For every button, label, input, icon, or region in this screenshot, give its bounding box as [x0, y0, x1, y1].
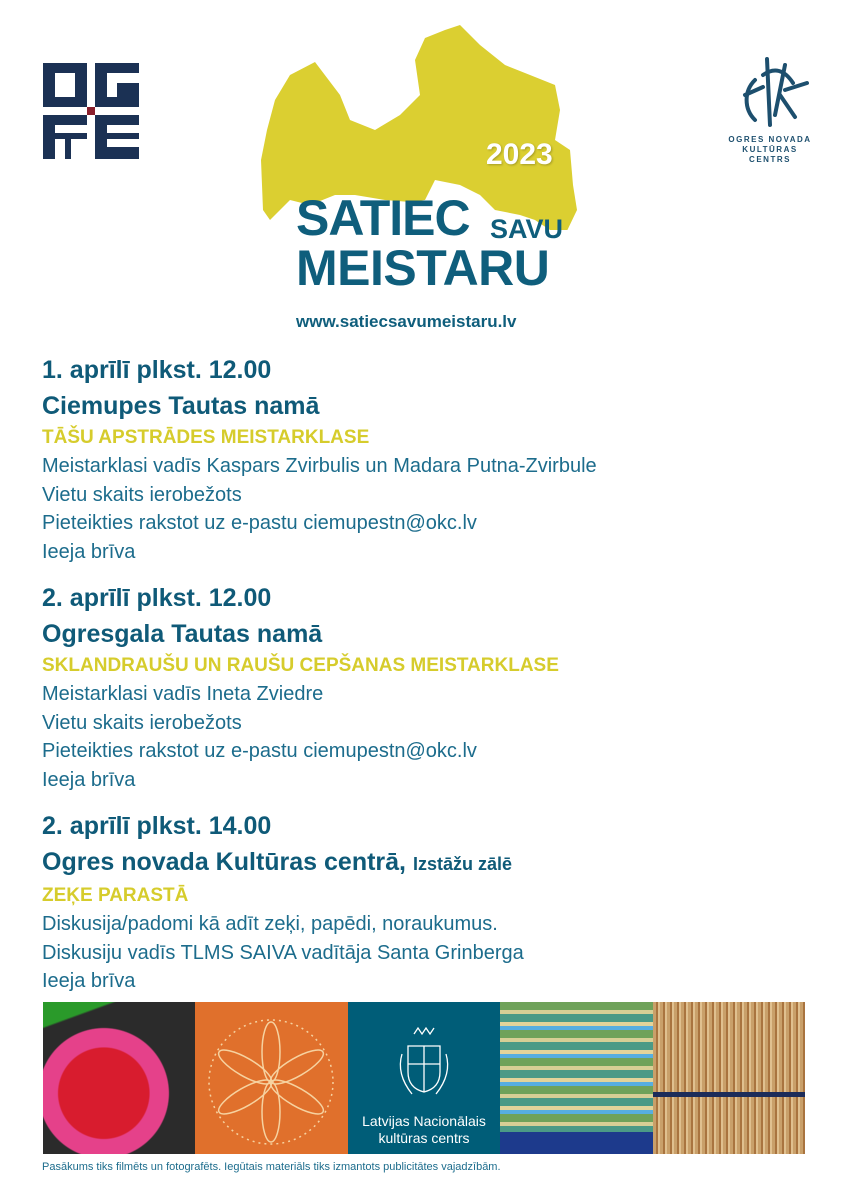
event-line: Vietu skaits ierobežots [42, 483, 242, 506]
leather-pattern-photo [195, 1002, 347, 1154]
okc-logo-line2: KULTŪRAS CENTRS [742, 145, 798, 164]
coat-of-arms-icon [394, 1024, 454, 1104]
event-2 [42, 580, 559, 794]
event-category: TĀŠU APSTRĀDES MEISTARKLASE [42, 427, 370, 448]
event-line: Ieeja brīva [42, 540, 136, 563]
year-label: 2023 [486, 138, 553, 171]
event-date: 1. aprīlī plkst. 12.00 [42, 356, 272, 384]
event-1 [42, 352, 597, 566]
footer-note: Pasākums tiks filmēts un fotografēts. Iegūtais materiāls tiks izmantots publicitātes vajadzībām. [42, 1161, 501, 1173]
event-line: Meistarklasi vadīs Kaspars Zvirbulis un Madara Putna-Zvirbule [42, 455, 597, 477]
ogre-logo [43, 63, 139, 159]
okc-logo-line1: OGRES NOVADA [728, 135, 812, 144]
lnkc-logo-panel [348, 1002, 500, 1154]
embroidery-photo [43, 1002, 195, 1154]
event-place [42, 844, 524, 882]
event-line: Ieeja brīva [42, 970, 136, 992]
event-line: Diskusija/padomi kā adīt zeķi, papēdi, noraukumus. [42, 913, 498, 935]
lnkc-line1: Latvijas Nacionālais [362, 1113, 486, 1129]
event-line: Meistarklasi vadīs Ineta Zviedre [42, 683, 324, 705]
event-line: Diskusiju vadīs TLMS SAIVA vadītāja Santa Grinberga [42, 941, 524, 964]
event-3 [42, 808, 524, 996]
straw-bundle-photo [653, 1002, 805, 1154]
event-line: Ieeja brīva [42, 768, 136, 791]
event-line: Pieteikties rakstot uz e-pastu ciemupestn@okc.lv [42, 512, 477, 534]
image-strip [43, 1002, 805, 1154]
compass-icon [725, 55, 815, 130]
event-place-name: Ogres novada Kultūras centrā, [42, 848, 407, 876]
okc-logo [720, 55, 820, 165]
event-line: Pieteikties rakstot uz e-pastu ciemupestn@okc.lv [42, 740, 477, 762]
event-category: ZEĶE PARASTĀ [42, 885, 189, 906]
event-category: SKLANDRAUŠU UN RAUŠU CEPŠANAS MEISTARKLASE [42, 655, 559, 676]
title-line2: MEISTARU [296, 240, 550, 296]
flower-ornament-icon [195, 1002, 347, 1154]
title-small: SAVU [490, 214, 564, 244]
event-place: Ogresgala Tautas namā [42, 620, 323, 648]
event-date: 2. aprīlī plkst. 12.00 [42, 584, 272, 612]
lnkc-line2: kultūras centrs [378, 1130, 470, 1146]
website-link[interactable]: www.satiecsavumeistaru.lv [296, 312, 517, 331]
event-place: Ciemupes Tautas namā [42, 392, 320, 420]
title-line1: SATIEC [296, 190, 470, 246]
event-place-suffix: Izstāžu zālē [412, 854, 513, 874]
event-line: Vietu skaits ierobežots [42, 711, 242, 734]
woven-textile-photo [500, 1002, 652, 1154]
event-date: 2. aprīlī plkst. 14.00 [42, 812, 272, 840]
